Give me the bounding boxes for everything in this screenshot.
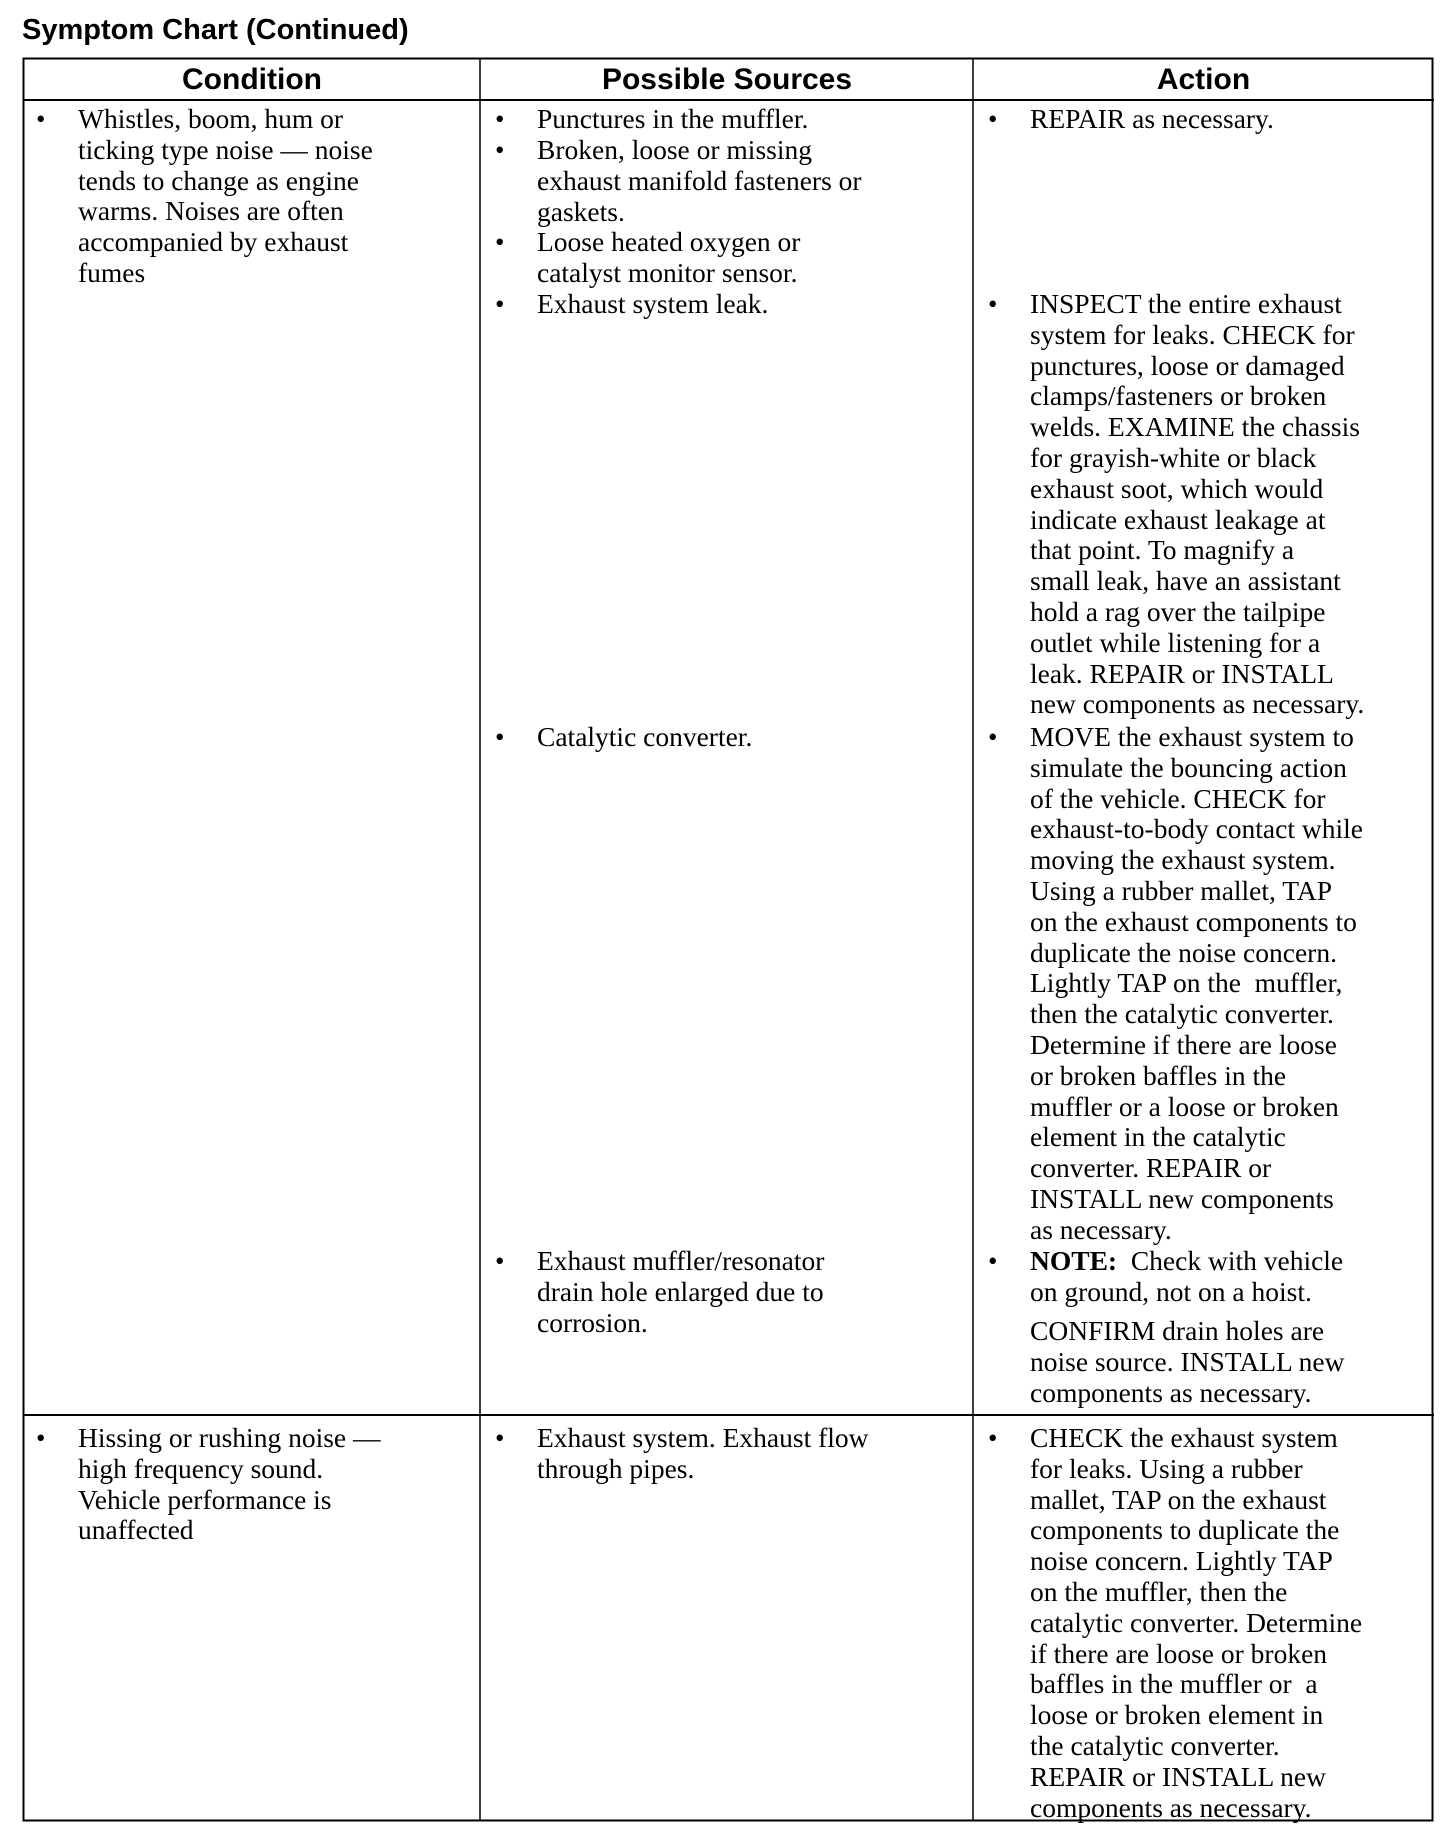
bullet: • [988,1423,998,1453]
header-possible-sources: Possible Sources [601,63,853,96]
bullet: • [988,722,998,752]
row1-action-inspect: INSPECT the entire exhaust system for leaks. CHECK for punctures, loose or damaged clamps/fasteners or broken welds. EXAMINE the chassis for grayish-white or black exhaust soot, which would indicate exhaust leakage at that point. To magnify a small leak, have an assistant hold a rag over the tailpipe outlet while listening for a leak. REPAIR or INSTALL new components as necessary. [1030,288,1365,720]
row2-source-exhaust-flow: Exhaust system. Exhaust flow through pipes. [537,1422,869,1484]
row2-action-check: CHECK the exhaust system for leaks. Using a rubber mallet, TAP on the exhaust components to duplicate the noise concern. Lightly TAP on the muffler, then the catalytic converter. Determine if there are loose or broken baffles in the muffler or a loose or broken element in the catalytic converter. REPAIR or INSTALL new components as necessary. [1030,1422,1363,1823]
row1-source-punctures: Punctures in the muffler. [537,103,809,134]
bullet: • [36,1423,46,1453]
chart-title: Symptom Chart (Continued) [22,14,409,46]
bullet: • [988,1246,998,1276]
row1-source-exhaust-leak: Exhaust system leak. [537,288,769,319]
row2-condition: Hissing or rushing noise — high frequency sound. Vehicle performance is unaffected [78,1422,381,1546]
row1-action-move: MOVE the exhaust system to simulate the bouncing action of the vehicle. CHECK for exhaust-to-body contact while moving the exhaust system. Using a rubber mallet, TAP on the exhaust components to duplicate the noise concern. Lightly TAP on the muffler, then the catalytic converter. Determine if there are loose or broken baffles in the muffler or a loose or broken element in the catalytic converter. REPAIR or INSTALL new components as necessary. [1030,721,1363,1245]
note-text: Check with vehicle [1117,1245,1344,1276]
row1-source-manifold-fasteners: Broken, loose or missing exhaust manifold fasteners or gaskets. [537,134,862,227]
note-label: NOTE: [1030,1245,1118,1276]
bullet: • [988,289,998,319]
bullet: • [988,104,998,134]
bullet: • [495,227,505,257]
row1-source-catalytic-converter: Catalytic converter. [537,721,753,752]
row1-source-oxygen-sensor: Loose heated oxygen or catalyst monitor sensor. [537,226,801,288]
bullet: • [36,104,46,134]
row1-action-confirm: CONFIRM drain holes are noise source. INSTALL new components as necessary. [1030,1315,1345,1408]
bullet: • [495,104,505,134]
bullet: • [495,135,505,165]
bullet: • [495,1423,505,1453]
bullet: • [495,289,505,319]
row1-action-note-rest: on ground, not on a hoist. [1030,1276,1312,1307]
header-condition: Condition [182,63,322,96]
header-action: Action [1156,63,1251,96]
row1-action-repair: REPAIR as necessary. [1030,103,1274,134]
bullet: • [495,1246,505,1276]
row1-action-note [1030,1246,1343,1277]
row1-condition: Whistles, boom, hum or ticking type noise — noise tends to change as engine warms. Noises are often accompanied by exhaust fumes [78,103,373,288]
bullet: • [495,722,505,752]
row1-source-drain-hole: Exhaust muffler/resonator drain hole enlarged due to corrosion. [537,1245,825,1338]
